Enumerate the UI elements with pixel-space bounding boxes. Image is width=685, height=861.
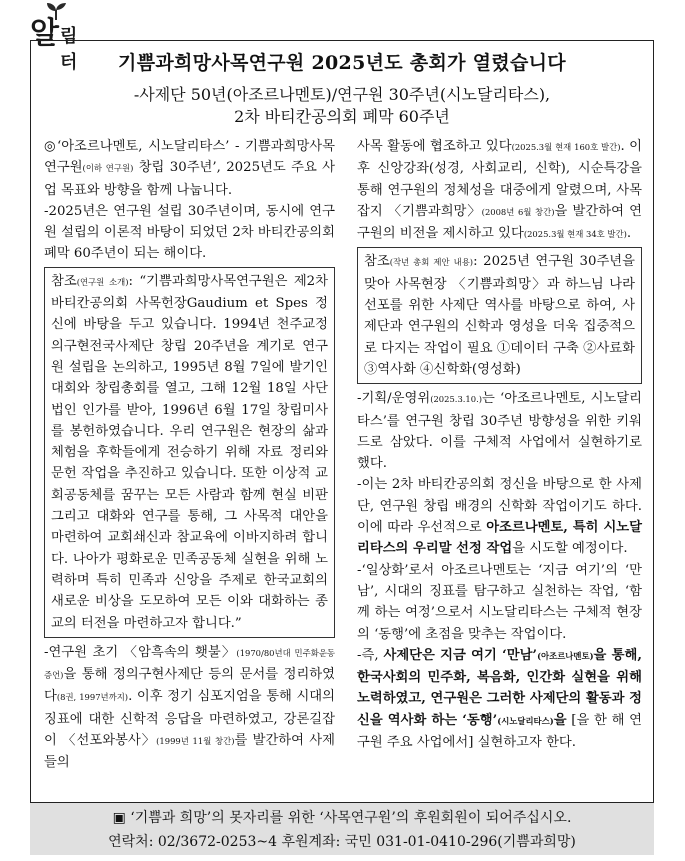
activities-paragraph: 사목 활동에 협조하고 있다(2025.3월 현재 160호 발간). 이후 신앙강좌(성경, 사회교리, 신학), 시순특강을 통해 연구원의 정체성을 대중에게 알렸으며, 사목잡지 〈기쁨과희망〉(2008년 6월 창간)을 발간하여 연구원의 비전을 제시하고 있다(2025.3월 현재 34호 발간). <box>357 139 642 242</box>
footer-membership-line: ▣ ‘기쁨과 희망’의 못자리를 위한 ‘사목연구원’의 후원회원이 되어주십시오. <box>112 810 572 826</box>
subtitle-line-1: -사제단 50년(아조르나멘토)/연구원 30주년(시노달리타스), <box>133 85 551 104</box>
logo-big-letter: 알 <box>30 16 59 51</box>
intro-paragraph: ◎‘아조르나멘토, 시노달리타스’ - 기쁨과희망사목연구원(이하 연구원) 창립 30주년’, 2025년도 주요 사업 목표와 방향을 함께 나눕니다. <box>44 139 335 198</box>
article-title: 기쁨과희망사목연구원 2025년도 총회가 열렸습니다 <box>118 52 566 74</box>
institute-intro-box: 참조(연구원 소개): “기쁨과희망사목연구원은 제2차 바티칸공의회 사목헌장Gaudium et Spes 정신에 바탕을 두고 있습니다. 1994년 천주교정의구현전국사제단 창립 20주년을 계기로 연구원 설립을 논의하고, 1995년 8월 7일에 발기인대회와 창립총회를 열고, 그해 12월 18일 사단법인 인가를 받아, 1996년 6월 17일 창립미사를 봉헌하였습니다. 우리 연구원은 현장의 삶과 체험을 후학들에게 전승하기 위해 자료 정리와 문헌 작업을 추진하고 있습니다. 또한 이상적 교회공동체를 꿈꾸는 모든 사람과 함께 현실 비판 그리고 대화와 연구를 통해, 그 사목적 대안을 마련하여 교회쇄신과 참교육에 이바지하려 합니다. 나아가 평화로운 민족공동체 실현을 위해 노력하며 특히 민족과 신앙을 주제로 한국교회의 새로운 비상을 도모하여 모든 이와 대화하는 종교의 터전을 마련하고자 합니다.” <box>44 267 335 638</box>
footer-contact-line: 연락처: 02/3672-0253~4 후원계좌: 국민 031-01-0410-296(기쁨과희망) <box>108 834 576 850</box>
theology-work-paragraph: -이는 2차 바티칸공의회 정신을 바탕으로 한 사제단, 연구원 창립 배경의 신학화 작업이기도 하다. 이에 따라 우선적으로 아조르나멘토, 특히 시노달리타스의 우리말 선정 작업을 시도할 예정이다. <box>357 477 642 557</box>
planning-committee-paragraph: -기획/운영위(2025.3.10.)는 ‘아조르나멘토, 시노달리타스’를 연구원 창립 30주년 방향성을 위한 키워드로 삼았다. 이를 구체적 사업에서 실현하기로 했다. <box>357 391 642 472</box>
right-column <box>357 136 642 753</box>
subtitle-line-2: 2차 바티칸공의회 폐막 60주년 <box>234 107 450 126</box>
left-column <box>44 136 335 774</box>
last-year-proposal-box: 참조(작년 총회 제안 내용): 2025년 연구원 30주년을 맞아 사목현장 〈기쁨과희망〉과 하느님 나라 선포를 위한 사제단 역사를 바탕으로 하여, 사제단과 연구원의 신학과 영성을 더욱 집중적으로 다지는 작업이 필요 ①데이터 구축 ②사료화 ③역사화 ④신학화(영성화) <box>357 247 642 384</box>
early-history-paragraph: -연구원 초기 〈암흑속의 횃불〉(1970/80년대 민주화운동 증언)을 통해 정의구현사제단 등의 문서를 정리하였다(8권, 1997년까지). 이후 정기 심포지엄을 통해 시대의 징표에 대한 신학적 응답을 마련하였고, 강론길잡이 〈선포와봉사〉(1999년 11월 창간)를 발간하여 사제들의 <box>44 644 336 771</box>
logo-small-letters: 림터 <box>60 26 78 73</box>
anniversary-paragraph: -2025년은 연구원 설립 30주년이며, 동시에 연구원 설립의 이론적 바탕이 되었던 2차 바티칸공의회 폐막 60주년이 되는 해이다. <box>44 203 335 262</box>
conclusion-paragraph: -즉, 사제단은 지금 여기 ‘만남’(아조르나멘토)을 통해, 한국사회의 민주화, 복음화, 인간화 실현을 위해 노력하였고, 연구원은 그러한 사제단의 활동과 정신을 역사화 하는 ‘동행’(시노달리타스)을 [을 한 해 연구원 주요 사업에서] 실현하고자 한다. <box>357 647 643 751</box>
daily-life-paragraph: -‘일상화’로서 아조르나멘토는 ‘지금 여기’의 ‘만남’, 시대의 징표를 탐구하고 실천하는 작업, ‘함께 하는 여정’으로서 시노달리타스는 구체적 현장의 ‘동행’에 초점을 맞추는 작업이다. <box>357 562 642 642</box>
footer-bar <box>30 802 654 855</box>
article-subtitle <box>30 84 654 128</box>
